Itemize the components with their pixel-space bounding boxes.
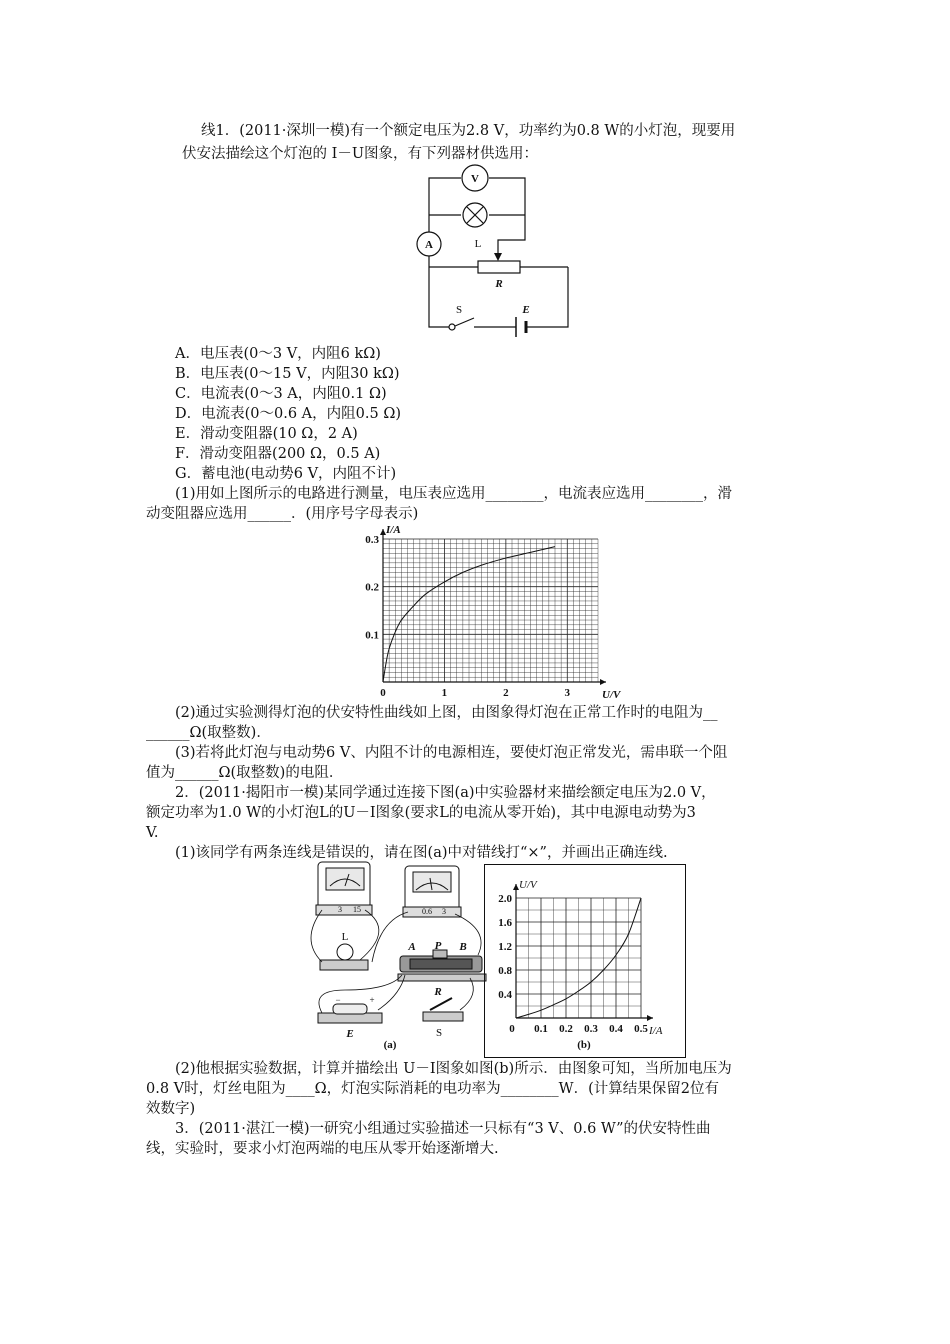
x-tick-label: 3	[564, 687, 571, 699]
option-c: C．电流表(0～3 A，内阻0.1 Ω)	[175, 386, 387, 402]
y-tick-label: 1.2	[498, 941, 512, 953]
app-e-label: E	[346, 1028, 354, 1040]
ui-xlabel: I/A	[649, 1025, 663, 1037]
y-tick-label: 1.6	[498, 917, 512, 929]
x-tick-label: 0.1	[534, 1023, 548, 1035]
q3-line2: 线，实验时，要求小灯泡两端的电压从零开始逐渐增大.	[146, 1141, 499, 1157]
x-tick-label: 0.5	[634, 1023, 648, 1035]
rheostat-icon	[478, 261, 520, 273]
option-g: G．蓄电池(电动势6 V，内阻不计)	[175, 466, 397, 482]
x-tick-label: 2	[503, 687, 509, 699]
iu-xlabel: U/V	[602, 689, 621, 700]
app-atick-06: 0.6	[422, 907, 432, 916]
iu-chart	[355, 520, 625, 700]
app-p-label: P	[434, 940, 442, 952]
q2-line1: 2．(2011·揭阳市一模)某同学通过连接下图(a)中实验器材来描绘额定电压为2.0 V，	[175, 785, 716, 801]
q1-part3-line1: (3)若将此灯泡与电动势6 V、内阻不计的电源相连，要使灯泡正常发光，需串联一个阻	[175, 745, 728, 761]
y-tick-label: 2.0	[498, 893, 512, 905]
lamp-label: L	[474, 238, 482, 250]
x-tick-label: 0	[380, 687, 386, 699]
app-r-label: R	[434, 986, 442, 998]
q1-part2-line2: ______Ω(取整数)．	[146, 725, 271, 741]
y-tick-label: 0.1	[365, 629, 379, 642]
y-tick-label: 0.3	[365, 534, 379, 546]
option-b: B．电压表(0～15 V，内阻30 kΩ)	[175, 366, 400, 382]
q2-part1: (1)该同学有两条连线是错误的，请在图(a)中对错线打“×”，并画出正确连线.	[175, 845, 668, 861]
apparatus-figure	[300, 860, 490, 1055]
voltmeter-label: V	[471, 173, 479, 185]
y-tick-label: 0.2	[365, 581, 379, 594]
app-b-label: B	[459, 941, 467, 953]
q1-part3-line2: 值为______Ω(取整数)的电阻．	[146, 765, 344, 781]
app-s-label: S	[435, 1027, 443, 1039]
app-minus: −	[335, 995, 341, 1005]
app-atick-3: 3	[442, 907, 446, 916]
battery-label: E	[522, 304, 530, 316]
app-vtick-3: 3	[338, 905, 342, 914]
y-tick-label: 0.4	[498, 989, 512, 1001]
q1-part1-line1: (1)用如上图所示的电路进行测量，电压表应选用________，电流表应选用________，滑	[175, 486, 733, 502]
x-tick-label: 1	[441, 687, 448, 699]
app-a-label: A	[408, 941, 416, 953]
q1-line1: 线1．(2011·深圳一模)有一个额定电压为2.8 V，功率约为0.8 W的小灯泡，现要用	[201, 123, 736, 139]
x-tick-label: 0	[509, 1023, 515, 1035]
q2-part2-line3: 效数字)	[146, 1101, 196, 1117]
q1-part2-line1: (2)通过实验测得灯泡的伏安特性曲线如上图，由图象得灯泡在正常工作时的电阻为__	[175, 705, 718, 721]
iu-ylabel: I/A	[386, 524, 401, 536]
ui-ylabel: U/V	[519, 879, 537, 891]
app-vtick-15: 15	[353, 905, 361, 914]
switch-label: S	[455, 304, 463, 316]
x-tick-label: 0.3	[584, 1023, 598, 1035]
option-e: E．滑动变阻器(10 Ω，2 A)	[175, 426, 358, 442]
fig-b-label: (b)	[577, 1039, 591, 1051]
x-tick-label: 0.4	[609, 1023, 623, 1035]
q1-line2: 伏安法描绘这个灯泡的 I－U图象，有下列器材供选用：	[182, 146, 539, 162]
q3-line1: 3．(2011·湛江一模)一研究小组通过实验描述一只标有“3 V、0.6 W”的伏安特性曲	[175, 1121, 711, 1137]
x-tick-label: 0.2	[559, 1023, 573, 1035]
q1-part1-line2: 动变阻器应选用______．(用序号字母表示)	[146, 506, 419, 522]
app-plus: +	[369, 995, 375, 1005]
option-d: D．电流表(0～0.6 A，内阻0.5 Ω)	[175, 406, 401, 422]
app-lamp-label: L	[341, 931, 349, 943]
q2-part2-line1: (2)他根据实验数据，计算并描绘出 U－I图象如图(b)所示．由图象可知，当所加电压为	[175, 1061, 732, 1077]
switch-icon	[455, 318, 474, 326]
ammeter-label: A	[425, 239, 433, 251]
option-a: A．电压表(0～3 V，内阻6 kΩ)	[175, 346, 381, 362]
fig-a-label: (a)	[383, 1039, 397, 1051]
rheostat-label: R	[495, 278, 503, 290]
q2-line3: V.	[146, 825, 159, 841]
q2-line2: 额定功率为1.0 W的小灯泡L的U－I图象(要求L的电流从零开始)，其中电源电动势为3	[146, 805, 696, 821]
q2-part2-line2: 0.8 V时，灯丝电阻为____Ω，灯泡实际消耗的电功率为________W．(计算结果保留2位有	[146, 1081, 719, 1097]
x-axis-arrow	[600, 679, 606, 685]
y-tick-label: 0.8	[498, 965, 512, 977]
x-axis-arrow	[647, 1015, 653, 1021]
option-f: F．滑动变阻器(200 Ω，0.5 A)	[175, 446, 381, 462]
ui-chart	[486, 866, 682, 1054]
circuit-diagram	[380, 162, 580, 340]
